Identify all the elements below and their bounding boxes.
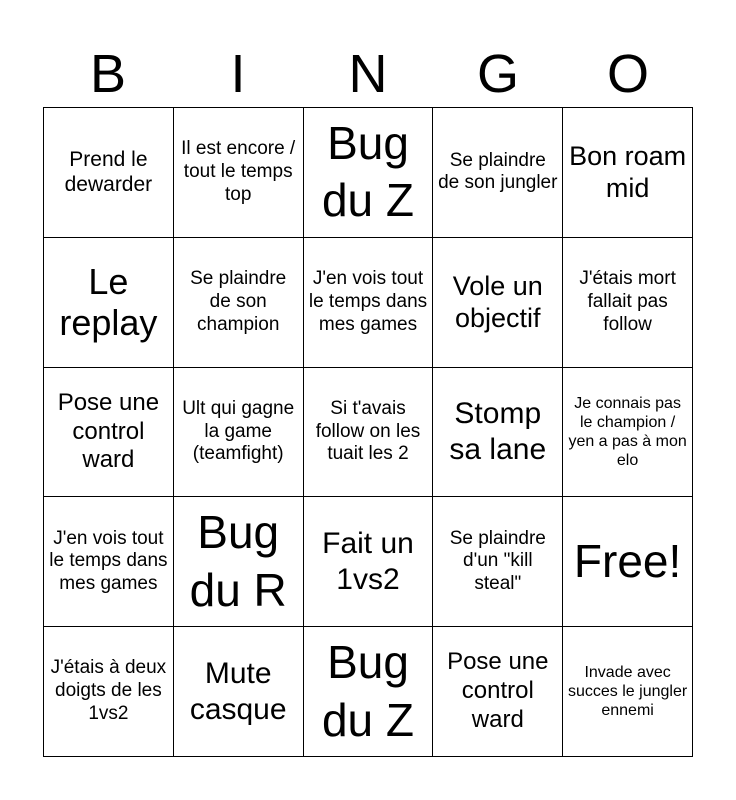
header-letter-n: N <box>348 44 388 104</box>
bingo-cell[interactable]: Pose une control ward <box>44 368 174 498</box>
bingo-cell[interactable]: J'étais mort fallait pas follow <box>563 238 693 368</box>
bingo-cell[interactable]: J'en vois tout le temps dans mes games <box>304 238 434 368</box>
bingo-header <box>43 40 693 108</box>
bingo-cell[interactable]: Se plaindre d'un "kill steal" <box>433 497 563 627</box>
bingo-cell[interactable]: Se plaindre de son champion <box>174 238 304 368</box>
bingo-grid <box>43 107 693 757</box>
bingo-cell[interactable]: Vole un objectif <box>433 238 563 368</box>
bingo-cell[interactable]: Stomp sa lane <box>433 368 563 498</box>
bingo-cell[interactable]: Prend le dewarder <box>44 108 174 238</box>
bingo-cell[interactable]: Fait un 1vs2 <box>304 497 434 627</box>
bingo-cell[interactable]: Pose une control ward <box>433 627 563 757</box>
bingo-cell[interactable]: Le replay <box>44 238 174 368</box>
free-space-cell[interactable]: Free! <box>563 497 693 627</box>
bingo-cell[interactable]: Bug du Z <box>304 108 434 238</box>
bingo-cell[interactable]: Bug du Z <box>304 627 434 757</box>
header-letter-g: G <box>476 44 519 104</box>
bingo-cell[interactable]: Je connais pas le champion / yen a pas à mon elo <box>563 368 693 498</box>
bingo-cell[interactable]: Il est encore / tout le temps top <box>174 108 304 238</box>
bingo-cell[interactable]: J'étais à deux doigts de les 1vs2 <box>44 627 174 757</box>
header-letter-o: O <box>606 44 649 104</box>
bingo-cell[interactable]: Mute casque <box>174 627 304 757</box>
bingo-cell[interactable]: Bon roam mid <box>563 108 693 238</box>
bingo-cell[interactable]: Bug du R <box>174 497 304 627</box>
bingo-cell[interactable]: Si t'avais follow on les tuait les 2 <box>304 368 434 498</box>
header-letter-b: B <box>89 44 127 104</box>
bingo-cell[interactable]: Invade avec succes le jungler ennemi <box>563 627 693 757</box>
bingo-cell[interactable]: Ult qui gagne la game (teamfight) <box>174 368 304 498</box>
bingo-cell[interactable]: Se plaindre de son jungler <box>433 108 563 238</box>
header-letter-i: I <box>230 44 246 104</box>
bingo-cell[interactable]: J'en vois tout le temps dans mes games <box>44 497 174 627</box>
